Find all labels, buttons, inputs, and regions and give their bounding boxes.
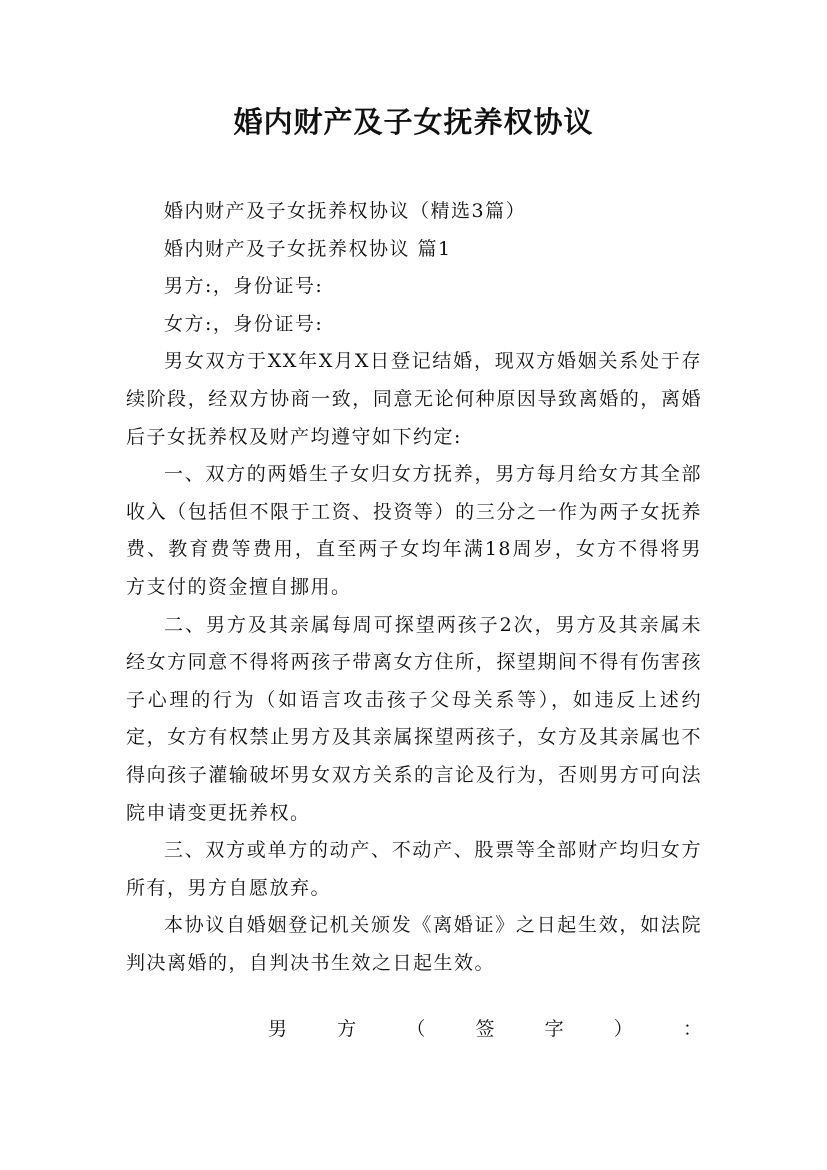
- signature-line-male: [268, 1011, 702, 1048]
- paragraph-subtitle: 婚内财产及子女抚养权协议（精选3篇）: [164, 200, 527, 222]
- paragraph-clause-1: 一、双方的两婚生子女归女方抚养，男方每月给女方其全部收入（包括但不限于工资、投资等）的三分之一作为两子女抚养费、教育费等费用，直至两子女均年满18周岁，女方不得将男方支付的资金擅自挪用。: [126, 463, 702, 598]
- signature-char: ：: [682, 1018, 702, 1040]
- signature-char: （: [406, 1018, 426, 1040]
- paragraph-intro: 男女双方于XX年X月X日登记结婚，现双方婚姻关系处于存续阶段，经双方协商一致，同意无论何种原因导致离婚的，离婚后子女抚养权及财产均遵守如下约定:: [126, 350, 702, 448]
- signature-char: 签: [475, 1018, 495, 1040]
- paragraph-male-party: 男方:，身份证号:: [164, 275, 324, 298]
- signature-char: 方: [337, 1018, 357, 1040]
- signature-char: ）: [613, 1018, 633, 1040]
- paragraph-clause-2: 二、男方及其亲属每周可探望两孩子2次，男方及其亲属未经女方同意不得将两孩子带离女方住所，探望期间不得有伤害孩子心理的行为（如语言攻击孩子父母关系等），如违反上述约定，女方有权禁止男方及其亲属探望两孩子，女方及其亲属也不得向孩子灌输破坏男女双方关系的言论及行为，否则男方可向法院申请变更抚养权。: [126, 613, 702, 824]
- paragraph-clause-3: 三、双方或单方的动产、不动产、股票等全部财产均归女方所有，男方自愿放弃。: [126, 839, 702, 899]
- document-title: 婚内财产及子女抚养权协议: [233, 105, 594, 139]
- paragraph-effective: 本协议自婚姻登记机关颁发《离婚证》之日起生效，如法院判决离婚的，自判决书生效之日起生效。: [126, 914, 702, 974]
- signature-char: 字: [544, 1018, 564, 1040]
- signature-char: 男: [268, 1018, 288, 1040]
- paragraph-section-heading: 婚内财产及子女抚养权协议 篇1: [164, 237, 452, 260]
- document-body: [126, 193, 702, 982]
- paragraph-female-party: 女方:，身份证号:: [164, 312, 324, 335]
